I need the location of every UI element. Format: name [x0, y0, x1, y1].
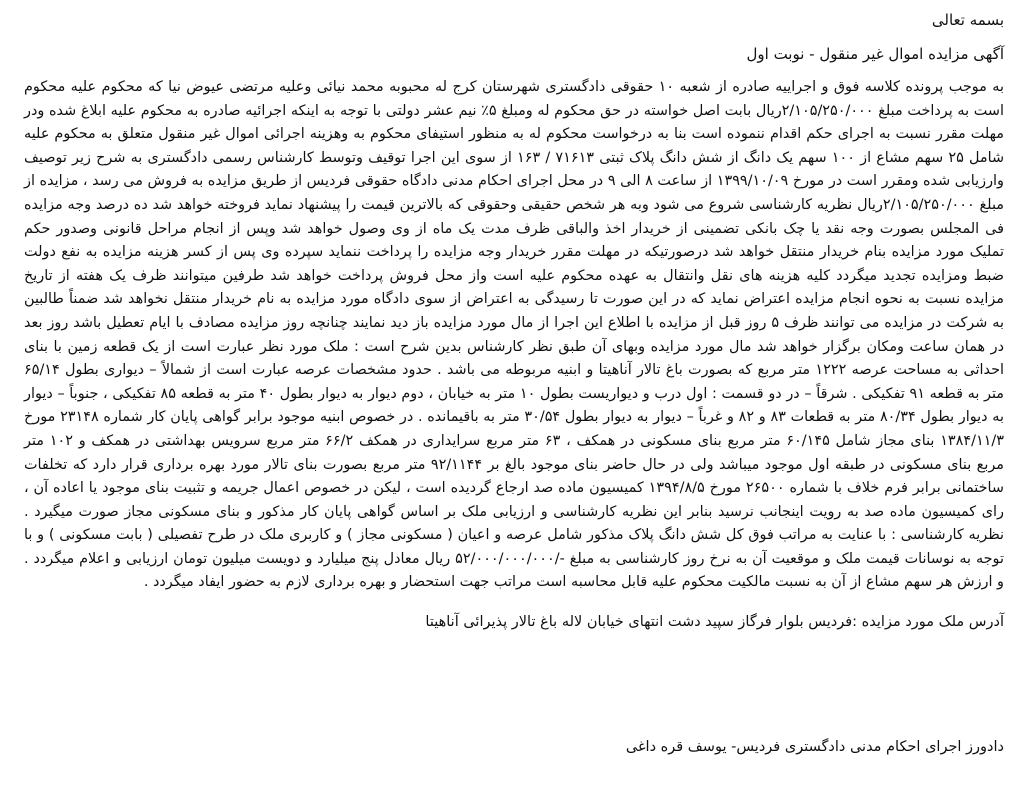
- notice-title: آگهی مزایده اموال غیر منقول - نوبت اول: [746, 45, 1004, 63]
- notice-body-paragraph: به موجب پرونده کلاسه فوق و اجراییه صادره از شعبه ۱۰ حقوقی دادگستری شهرستان کرج له محبوبه محمد نیائی وعلیه مرتضی عیوض نیا که محکوم علیه محکوم است به پرداخت مبلغ ۲/۱۰۵/۲۵۰/۰۰۰ریال بابت اصل خواسته در حق محکوم له ومبلغ ۵٪ نیم عشر دولتی با توجه به اینکه اجرائیه صادره به محکوم علیه ابلاغ شده ودر مهلت مقرر نسبت به اجرای حکم اقدام ننموده است بنا به درخواست محکوم له به منظور استیفای محکوم به وهزینه اجرائی اموال غیر منقول متعلق به محکوم علیه شامل ۲۵ سهم مشاع از ۱۰۰ سهم یک دانگ از شش دانگ پلاک ثبتی ۷۱۶۱۳ / ۱۶۳ از سوی این اجرا توقیف وتوسط کارشناس رسمی دادگستری به شرح زیر توصیف وارزیابی شده ومقرر است در مورخ ۱۳۹۹/۱۰/۰۹ از ساعت ۸ الی ۹ در محل اجرای احکام مدنی دادگاه حقوقی فردیس از طریق مزایده به فروش می رسد ، مزایده از مبلغ ۲/۱۰۵/۲۵۰/۰۰۰ریال نظریه کارشناسی شروع می شود وبه هر شخص حقیقی وحقوقی که بالاترین قیمت را پیشنهاد نماید فروخته خواهد شد ده درصد وجه مزایده فی المجلس بصورت وجه نقد یا چک بانکی تضمینی از خریدار اخذ والباقی ظرف مدت یک ماه از وی وصول خواهد شد وپس از انجام مراحل قانونی وصدور حکم تملیک مورد مزایده بنام خریدار منتقل خواهد شد درصورتیکه در مهلت مقرر خریدار وجه مزایده را پرداخت ننماید سپرده وی پس از کسر هزینه مزایده به نفع دولت ضبط ومزایده تجدید میگردد کلیه هزینه های نقل وانتقال به عهده محکوم علیه است واز محل فروش پرداخت خواهد شد طرفین میتوانند ظرف یک هفته از تاریخ مزایده نسبت به نحوه انجام مزایده اعتراض نماید که در این صورت تا رسیدگی به اعتراض از سوی دادگاه مورد مزایده به نام خریدار منتقل نخواهد شد ضمناً طالبین به شرکت در مزایده می توانند ظرف ۵ روز قبل از مزایده با اطلاع این اجرا از مال مورد مزایده باز دید نمایند چنانچه روز مزایده مصادف با ایام تعطیل باشد روز بعد در همان ساعت ومکان برگزار خواهد شد مال مورد مزایده وبهای آن طبق نظر کارشناس بدین شرح است : ملک مورد نظر عبارت است از یک قطعه زمین با بنای احداثی به مساحت عرصه ۱۲۲۲ متر مربع که بصورت باغ تالار آناهیتا و ابنیه مربوطه می باشد . حدود مشخصات عرصه عبارت است از شمالاً – دیواری بطول ۶۵/۱۴ متر به قطعه ۹۱ تفکیکی . شرقاً – در دو قسمت : اول درب و دیواریست بطول ۱۰ متر به خیابان ، دوم دیوار به دیوار بطول ۴۰ متر به قطعه ۸۵ تفکیکی ، جنوباً – دیوار به دیوار بطول ۸۰/۳۴ متر به قطعات ۸۳ و ۸۲ و غرباً – دیوار به دیوار بطول ۳۰/۵۴ متر به باقیمانده . در خصوص ابنیه موجود برابر گواهی پایان کار شماره ۲۳۱۴۸ مورخ ۱۳۸۴/۱۱/۳ بنای مجاز شامل ۶۰/۱۴۵ متر مربع بنای مسکونی در همکف ، ۶۳ متر مربع سرایداری در همکف ۶۶/۲ متر مربع سرویس بهداشتی در همکف و ۱۰۲ متر مربع بنای مسکونی در طبقه اول موجود میباشد ولی در حال حاضر بنای موجود بالغ بر ۹۲/۱۱۴۴ متر مربع بصورت بنای تالار مورد بهره برداری قرار دارد که تخلفات ساختمانی برابر فرم خلاف با شماره ۲۶۵۰۰ مورخ ۱۳۹۴/۸/۵ کمیسیون ماده صد ارجاع گردیده است ، لیکن در خصوص اعمال جریمه و تثبیت بنای موجود یا اعاده آن ، رای کمیسیون ماده صد به رویت اینجانب نرسید بنابر این نظریه کارشناسی و ارزیابی ملک بر اساس گواهی پایان کار مذکور و بنای مسکونی مجاز صورت میگیرد . نظریه کارشناسی : با عنایت به مراتب فوق کل شش دانگ پلاک مذکور شامل عرصه و اعیان ( مسکونی مجاز ) و کاربری ملک در طرح تفصیلی ( بابت مسکونی ) و با توجه به نوسانات قیمت ملک و موقعیت آن به نرخ روز کارشناسی به مبلغ -/۵۲/۰۰۰/۰۰۰/۰۰۰ ریال معادل پنج میلیارد و دویست میلیون تومان ارزیابی و اعلام میگردد . و ارزش هر سهم مشاع از آن به نسبت مالکیت محکوم علیه قابل محاسبه است مراتب جهت استحضار و بهره برداری لازم به حضور ایفاد میگردد .: [24, 79, 1005, 591]
- property-address: آدرس ملک مورد مزایده :فردیس بلوار فرگاز سپید دشت انتهای خیابان لاله باغ تالار پذیرائی آناهیتا: [425, 614, 1004, 631]
- signature-line: دادورز اجرای احکام مدنی دادگستری فردیس- یوسف قره داغی: [625, 739, 1004, 755]
- header-blessing: بسمه تعالی: [931, 11, 1004, 29]
